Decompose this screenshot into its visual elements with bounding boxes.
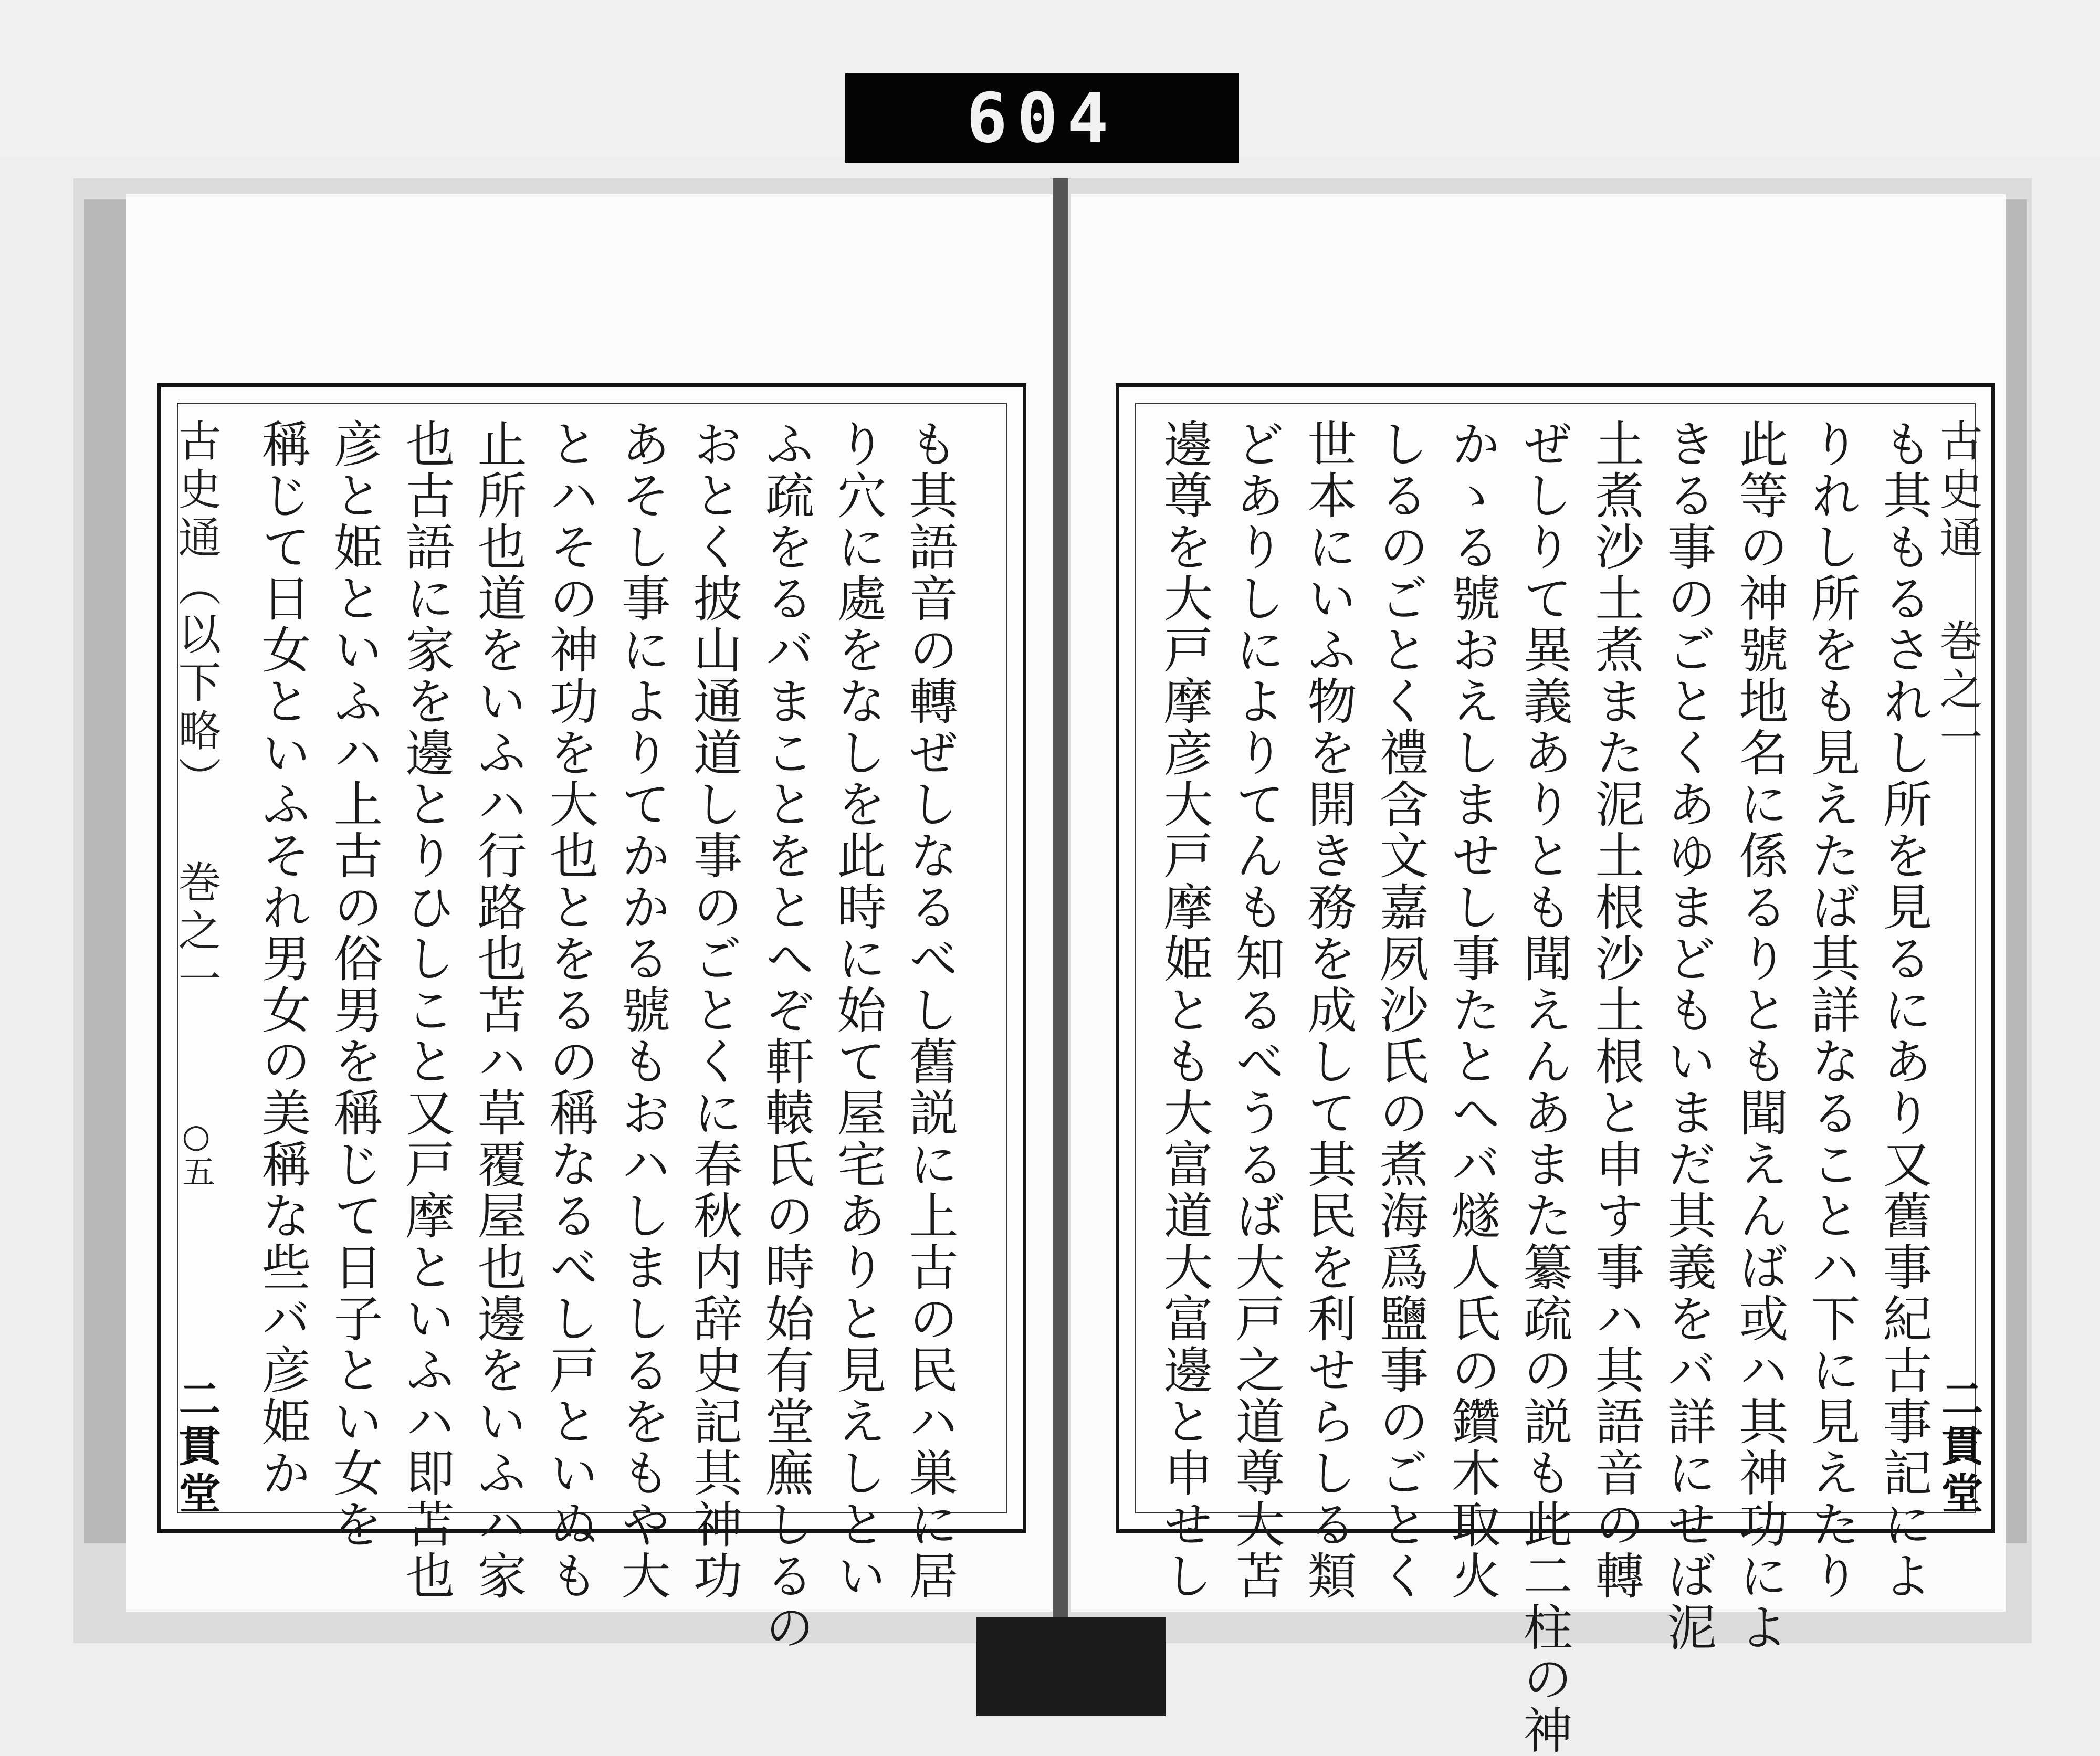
- right-publisher-mark: 二貫堂: [1934, 1377, 1983, 1519]
- text-line: あそし事によりてかかる號もおハしましるをもや大: [613, 418, 670, 1602]
- left-publisher-mark: 二貫堂: [172, 1377, 221, 1519]
- text-line: り穴に處をなしを此時に始て屋宅ありと見えしとい: [828, 418, 886, 1602]
- text-line: も其もるされし所を見るにあり又舊事紀古事記によ: [1874, 418, 1931, 1602]
- right-body-text: [1155, 418, 1939, 1756]
- text-line: も其語音の轉ぜしなるべし舊説に上古の民ハ巣に居: [900, 418, 958, 1602]
- book-gutter: [1053, 178, 1068, 1638]
- text-line: ふ疏をるバまことをとへぞ軒轅氏の時始有堂廡しるの: [757, 418, 814, 1653]
- text-line: 也古語に家を邊とりひしこと又戸摩といふハ即苫也: [397, 418, 454, 1602]
- text-line: とハその神功を大也とをるの稱なるべし戸といぬも: [541, 418, 598, 1602]
- text-line: りれし所をも見えたば其詳なることハ下に見えたり: [1802, 418, 1860, 1602]
- text-line: しるのごとく禮含文嘉夙沙氏の煮海爲鹽事のごとく: [1371, 418, 1428, 1602]
- left-running-title: 古史通（以下略） 巻之一: [171, 418, 221, 1005]
- left-page-number: ○五: [177, 1117, 215, 1187]
- text-line: 稱じて日女といふそれ男女の美稱な些バ彦姫か: [253, 418, 310, 1499]
- text-line: 此等の神號地名に係るりとも聞えんば或ハ其神功によ: [1730, 418, 1788, 1653]
- text-line: 止所也道をいふハ行路也苫ハ草覆屋也邊をいふハ家: [469, 418, 526, 1602]
- text-line: 土煮沙土煮また泥土根沙土根と申す事ハ其語音の轉: [1587, 418, 1644, 1602]
- text-line: 彦と姫といふハ上古の俗男を稱じて日子とい女を: [325, 418, 382, 1550]
- text-line: どありしによりてんも知るべうるば大戸之道尊大苫: [1227, 418, 1284, 1602]
- archive-label: [845, 73, 1239, 163]
- text-line: 邊尊を大戸摩彦大戸摩姫とも大富道大富邊と申せし: [1155, 418, 1212, 1602]
- binding-clip: [976, 1617, 1166, 1716]
- text-line: かゝる號おえしませし事たとへバ燧人氏の鑽木取火: [1443, 418, 1500, 1602]
- left-body-text: [206, 418, 965, 1653]
- text-line: きる事のごとくあゆまどもいまだ其義をバ詳にせば泥: [1658, 418, 1716, 1653]
- text-line: 世本にいふ物を開き務を成して其民を利せらしる類: [1299, 418, 1356, 1602]
- right-running-title: 古史通 巻之一: [1933, 418, 1982, 763]
- text-line: ぜしりて異義ありとも聞えんあまた纂疏の説も此二柱の神: [1515, 418, 1572, 1756]
- left-text-frame: [158, 383, 1026, 1653]
- right-text-frame: [1116, 383, 1995, 1756]
- text-line: おとく披山通道し事のごとくに春秋内辞史記其神功: [685, 418, 742, 1602]
- archive-label-left: 604: [966, 78, 1118, 158]
